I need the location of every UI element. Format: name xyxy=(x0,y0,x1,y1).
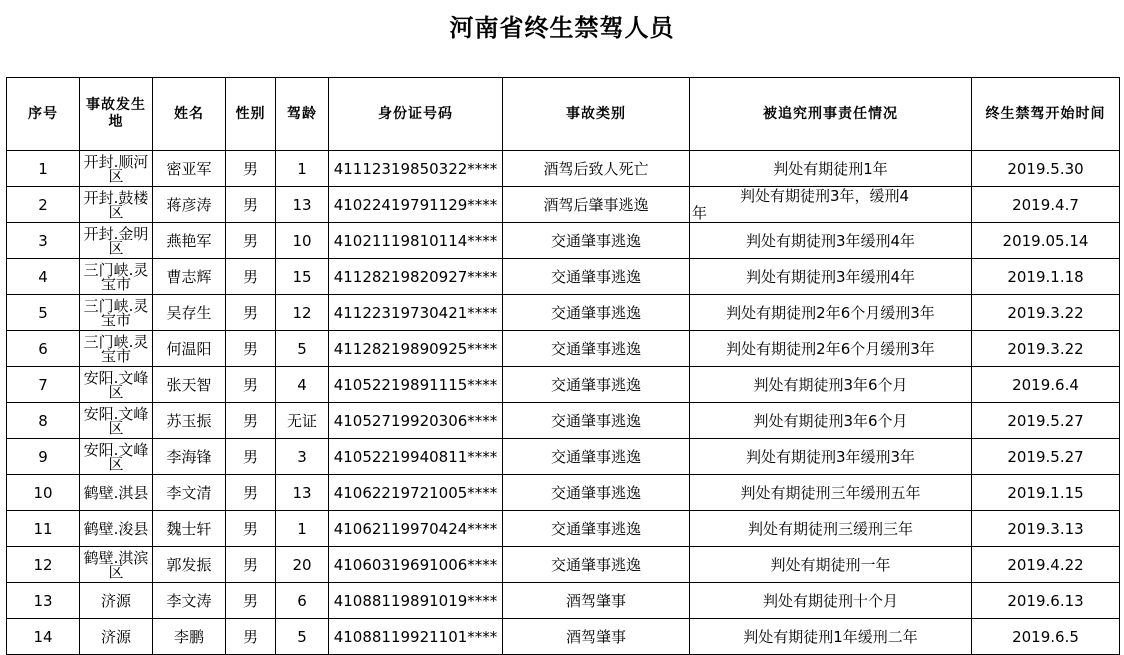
cell-no: 13 xyxy=(7,583,80,619)
cell-gender: 男 xyxy=(226,187,276,223)
cell-penalty: 判处有期徒刑3年6个月 xyxy=(690,367,972,403)
cell-penalty: 判处有期徒刑3年，缓刑4 年 xyxy=(690,187,972,223)
cell-gender: 男 xyxy=(226,439,276,475)
cell-ban-start: 2019.1.18 xyxy=(972,259,1120,295)
cell-driving-years: 13 xyxy=(276,475,329,511)
cell-no: 6 xyxy=(7,331,80,367)
cell-name: 李海锋 xyxy=(153,439,226,475)
cell-id-number: 41112319850322**** xyxy=(329,151,503,187)
cell-accident-type: 交通肇事逃逸 xyxy=(503,331,690,367)
cell-name: 曹志辉 xyxy=(153,259,226,295)
cell-id-number: 41052219940811**** xyxy=(329,439,503,475)
cell-name: 密亚军 xyxy=(153,151,226,187)
cell-id-number: 41022419791129**** xyxy=(329,187,503,223)
cell-id-number: 41062219721005**** xyxy=(329,475,503,511)
cell-ban-start: 2019.4.22 xyxy=(972,547,1120,583)
cell-name: 燕艳军 xyxy=(153,223,226,259)
table-row xyxy=(7,547,1120,583)
cell-no: 1 xyxy=(7,151,80,187)
cell-ban-start: 2019.6.4 xyxy=(972,367,1120,403)
cell-accident-type: 交通肇事逃逸 xyxy=(503,403,690,439)
cell-accident-type: 交通肇事逃逸 xyxy=(503,547,690,583)
cell-name: 魏士轩 xyxy=(153,511,226,547)
cell-name: 郭发振 xyxy=(153,547,226,583)
cell-driving-years: 6 xyxy=(276,583,329,619)
cell-penalty: 判处有期徒刑十个月 xyxy=(690,583,972,619)
cell-id-number: 41060319691006**** xyxy=(329,547,503,583)
cell-name: 吴存生 xyxy=(153,295,226,331)
cell-penalty: 判处有期徒刑2年6个月缓刑3年 xyxy=(690,331,972,367)
cell-no: 3 xyxy=(7,223,80,259)
cell-name: 苏玉振 xyxy=(153,403,226,439)
cell-location: 三门峡.灵宝市 xyxy=(80,331,153,367)
table-row xyxy=(7,331,1120,367)
cell-no: 12 xyxy=(7,547,80,583)
cell-accident-type: 酒驾肇事 xyxy=(503,619,690,655)
cell-driving-years: 13 xyxy=(276,187,329,223)
cell-location: 三门峡.灵宝市 xyxy=(80,259,153,295)
header-name: 姓名 xyxy=(153,78,226,151)
table-row xyxy=(7,187,1120,223)
cell-no: 9 xyxy=(7,439,80,475)
cell-location: 三门峡.灵宝市 xyxy=(80,295,153,331)
cell-driving-years: 20 xyxy=(276,547,329,583)
cell-gender: 男 xyxy=(226,475,276,511)
cell-gender: 男 xyxy=(226,511,276,547)
cell-location: 安阳.文峰区 xyxy=(80,439,153,475)
table-row xyxy=(7,583,1120,619)
table-row xyxy=(7,403,1120,439)
cell-location: 鹤壁.淇县 xyxy=(80,475,153,511)
cell-location: 鹤壁.浚县 xyxy=(80,511,153,547)
cell-penalty: 判处有期徒刑3年6个月 xyxy=(690,403,972,439)
cell-accident-type: 交通肇事逃逸 xyxy=(503,439,690,475)
cell-name: 李鹏 xyxy=(153,619,226,655)
cell-driving-years: 15 xyxy=(276,259,329,295)
header-gender: 性别 xyxy=(226,78,276,151)
page-title: 河南省终生禁驾人员 xyxy=(449,13,675,42)
cell-gender: 男 xyxy=(226,403,276,439)
cell-no: 8 xyxy=(7,403,80,439)
cell-penalty: 判处有期徒刑3年缓刑4年 xyxy=(690,259,972,295)
cell-driving-years: 12 xyxy=(276,295,329,331)
cell-gender: 男 xyxy=(226,295,276,331)
cell-accident-type: 酒驾肇事 xyxy=(503,583,690,619)
cell-no: 2 xyxy=(7,187,80,223)
cell-gender: 男 xyxy=(226,583,276,619)
cell-accident-type: 交通肇事逃逸 xyxy=(503,475,690,511)
header-penalty: 被追究刑事责任情况 xyxy=(690,78,972,151)
cell-driving-years: 5 xyxy=(276,619,329,655)
table-row xyxy=(7,511,1120,547)
cell-id-number: 41088119921101**** xyxy=(329,619,503,655)
cell-ban-start: 2019.6.13 xyxy=(972,583,1120,619)
cell-id-number: 41062119970424**** xyxy=(329,511,503,547)
cell-driving-years: 4 xyxy=(276,367,329,403)
cell-accident-type: 交通肇事逃逸 xyxy=(503,223,690,259)
cell-no: 14 xyxy=(7,619,80,655)
cell-penalty: 判处有期徒刑一年 xyxy=(690,547,972,583)
cell-driving-years: 10 xyxy=(276,223,329,259)
cell-ban-start: 2019.3.22 xyxy=(972,331,1120,367)
table-row xyxy=(7,439,1120,475)
cell-id-number: 41052219891115**** xyxy=(329,367,503,403)
cell-location: 安阳.文峰区 xyxy=(80,367,153,403)
header-id-number: 身份证号码 xyxy=(329,78,503,151)
cell-gender: 男 xyxy=(226,259,276,295)
cell-accident-type: 交通肇事逃逸 xyxy=(503,259,690,295)
cell-gender: 男 xyxy=(226,151,276,187)
table-row xyxy=(7,259,1120,295)
table-row xyxy=(7,619,1120,655)
cell-name: 蒋彦涛 xyxy=(153,187,226,223)
cell-id-number: 41128219820927**** xyxy=(329,259,503,295)
cell-driving-years: 1 xyxy=(276,151,329,187)
cell-location: 开封.金明区 xyxy=(80,223,153,259)
cell-ban-start: 2019.1.15 xyxy=(972,475,1120,511)
cell-accident-type: 酒驾后肇事逃逸 xyxy=(503,187,690,223)
table-row xyxy=(7,223,1120,259)
cell-id-number: 41088119891019**** xyxy=(329,583,503,619)
table-row xyxy=(7,151,1120,187)
cell-penalty: 判处有期徒刑1年 xyxy=(690,151,972,187)
cell-ban-start: 2019.5.27 xyxy=(972,439,1120,475)
cell-name: 李文涛 xyxy=(153,583,226,619)
cell-location: 开封.顺河区 xyxy=(80,151,153,187)
cell-penalty: 判处有期徒刑3年缓刑3年 xyxy=(690,439,972,475)
cell-id-number: 41122319730421**** xyxy=(329,295,503,331)
cell-gender: 男 xyxy=(226,331,276,367)
cell-penalty: 判处有期徒刑2年6个月缓刑3年 xyxy=(690,295,972,331)
cell-driving-years: 无证 xyxy=(276,403,329,439)
header-driving-years: 驾龄 xyxy=(276,78,329,151)
cell-penalty: 判处有期徒刑3年缓刑4年 xyxy=(690,223,972,259)
cell-id-number: 41128219890925**** xyxy=(329,331,503,367)
cell-gender: 男 xyxy=(226,223,276,259)
header-accident-type: 事故类别 xyxy=(503,78,690,151)
cell-accident-type: 交通肇事逃逸 xyxy=(503,295,690,331)
cell-name: 张天智 xyxy=(153,367,226,403)
cell-id-number: 41052719920306**** xyxy=(329,403,503,439)
cell-no: 7 xyxy=(7,367,80,403)
header-location: 事故发生地 xyxy=(80,78,153,151)
cell-location: 济源 xyxy=(80,619,153,655)
cell-penalty: 判处有期徒刑1年缓刑二年 xyxy=(690,619,972,655)
cell-location: 鹤壁.淇滨区 xyxy=(80,547,153,583)
cell-ban-start: 2019.6.5 xyxy=(972,619,1120,655)
cell-accident-type: 酒驾后致人死亡 xyxy=(503,151,690,187)
cell-driving-years: 5 xyxy=(276,331,329,367)
banned-drivers-table xyxy=(6,77,1120,655)
cell-gender: 男 xyxy=(226,547,276,583)
cell-ban-start: 2019.5.30 xyxy=(972,151,1120,187)
cell-driving-years: 3 xyxy=(276,439,329,475)
cell-ban-start: 2019.05.14 xyxy=(972,223,1120,259)
cell-location: 安阳.文峰区 xyxy=(80,403,153,439)
table-row xyxy=(7,367,1120,403)
cell-no: 10 xyxy=(7,475,80,511)
cell-id-number: 41021119810114**** xyxy=(329,223,503,259)
cell-location: 开封.鼓楼区 xyxy=(80,187,153,223)
cell-penalty: 判处有期徒刑三缓刑三年 xyxy=(690,511,972,547)
cell-accident-type: 交通肇事逃逸 xyxy=(503,367,690,403)
cell-ban-start: 2019.4.7 xyxy=(972,187,1120,223)
cell-ban-start: 2019.3.22 xyxy=(972,295,1120,331)
cell-location: 济源 xyxy=(80,583,153,619)
cell-ban-start: 2019.5.27 xyxy=(972,403,1120,439)
cell-no: 5 xyxy=(7,295,80,331)
cell-name: 李文清 xyxy=(153,475,226,511)
cell-gender: 男 xyxy=(226,619,276,655)
table-header-row xyxy=(7,78,1120,151)
cell-accident-type: 交通肇事逃逸 xyxy=(503,511,690,547)
cell-name: 何温阳 xyxy=(153,331,226,367)
cell-ban-start: 2019.3.13 xyxy=(972,511,1120,547)
cell-penalty: 判处有期徒刑三年缓刑五年 xyxy=(690,475,972,511)
header-ban-start: 终生禁驾开始时间 xyxy=(972,78,1120,151)
table-row xyxy=(7,295,1120,331)
cell-gender: 男 xyxy=(226,367,276,403)
table-row xyxy=(7,475,1120,511)
cell-no: 11 xyxy=(7,511,80,547)
cell-no: 4 xyxy=(7,259,80,295)
header-no: 序号 xyxy=(7,78,80,151)
cell-driving-years: 1 xyxy=(276,511,329,547)
